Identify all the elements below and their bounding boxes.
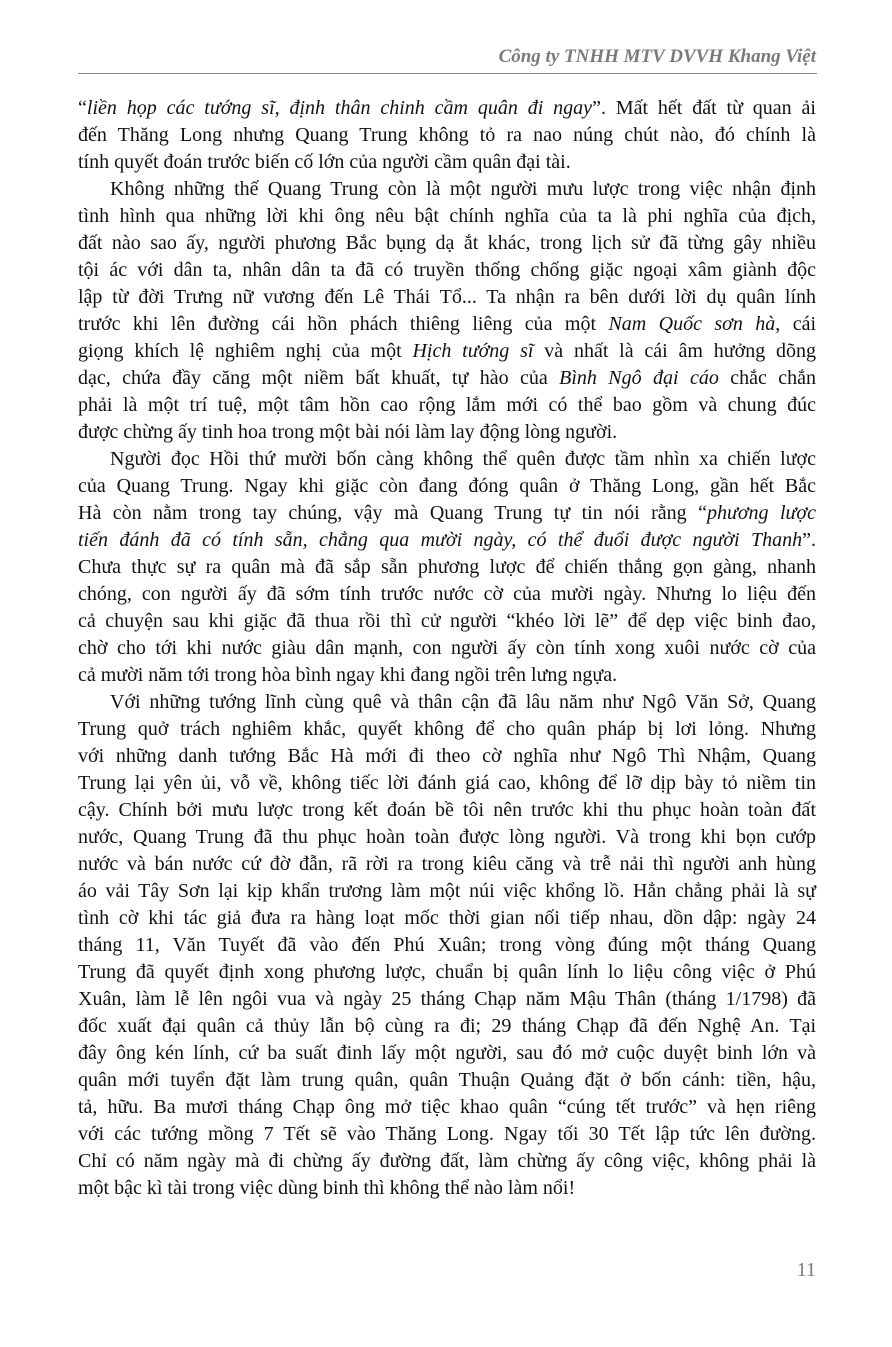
text-run: Không những thế Quang Trung còn là một người mưu lược trong việc nhận định xyxy=(110,178,816,200)
italic-text: tiến đánh đã có tính sẵn, chẳng qua mười ngày, có thể đuổi được người Thanh xyxy=(78,529,803,551)
text-run: Người đọc Hồi thứ mười bốn càng không thể quên được tầm nhìn xa chiến lược xyxy=(110,448,816,470)
text-run: áo vải Tây Sơn lại kịp khẩn trương làm một núi việc khổng lồ. Hẳn chẳng phải là sự xyxy=(78,880,816,902)
text-line xyxy=(78,473,816,500)
italic-text: liền họp các tướng sĩ, định thân chinh cầm quân đi ngay xyxy=(86,97,593,119)
text-run: “ xyxy=(78,97,87,119)
text-line xyxy=(78,419,816,446)
text-line xyxy=(78,500,816,527)
text-line xyxy=(78,662,816,689)
text-line xyxy=(78,203,816,230)
text-run: và nhất là cái âm hưởng dõng xyxy=(533,340,816,362)
text-line xyxy=(78,176,816,203)
text-run: , cái xyxy=(775,313,817,335)
text-run: Với những tướng lĩnh cùng quê và thân cận đã lâu năm như Ngô Văn Sở, Quang xyxy=(110,691,816,713)
text-run: Hà còn nằm trong tay chúng, vậy mà Quang Trung tự tin nói rằng “ xyxy=(78,502,707,524)
text-run: quân mới tuyển đặt làm trung quân, quân Thuận Quảng đặt ở bốn cánh: tiền, hậu, xyxy=(78,1069,816,1091)
text-run: đất nào sao ấy, người phương Bắc bụng dạ ắt khác, trong lịch sử đã từng gây nhiều xyxy=(78,232,816,254)
text-run: Trung quở trách nghiêm khắc, quyết không để cho quân pháp bị lơi lỏng. Nhưng xyxy=(78,718,816,740)
italic-text: Hịch tướng sĩ xyxy=(412,340,534,362)
text-run: tình hình qua những lời khi ông nêu bật chính nghĩa của ta là phi nghĩa của địch, xyxy=(78,205,816,227)
document-body xyxy=(78,95,816,1202)
text-run: của Quang Trung. Ngay khi giặc còn đang đóng quân ở Thăng Long, gần hết Bắc xyxy=(78,475,816,497)
text-line xyxy=(78,608,816,635)
text-run: tính quyết đoán trước biến cố lớn của người cầm quân đại tài. xyxy=(78,151,571,173)
text-line xyxy=(78,1148,816,1175)
text-line xyxy=(78,689,816,716)
text-line xyxy=(78,743,816,770)
text-run: ”. Mất hết đất từ quan ải xyxy=(592,97,816,119)
text-run: chờ cho tới khi nước giàu dân mạnh, con người ấy còn tính xong xuôi nước cờ của xyxy=(78,637,816,659)
text-run: giọng khích lệ nghiêm nghị của một xyxy=(78,340,413,362)
text-line xyxy=(78,770,816,797)
text-run: cậy. Chính bởi mưu lược trong kết đoán bề tôi nên trước khi thu phục hoàn toàn đất xyxy=(78,799,816,821)
text-run: Xuân, làm lễ lên ngôi vua và ngày 25 tháng Chạp năm Mậu Thân (tháng 1/1798) đã xyxy=(78,988,816,1010)
text-line xyxy=(78,932,816,959)
text-run: tả, hữu. Ba mươi tháng Chạp ông mở tiệc khao quân “cúng tết trước” và hẹn riêng xyxy=(78,1096,816,1118)
text-line xyxy=(78,824,816,851)
paragraph xyxy=(78,95,816,176)
text-run: lập từ đời Trưng nữ vương đến Lê Thái Tổ... Ta nhận ra bên dưới lời dụ quân lính xyxy=(78,286,816,308)
text-run: với những danh tướng Bắc Hà mới đi theo cờ nghĩa như Ngô Thì Nhậm, Quang xyxy=(78,745,816,767)
text-line xyxy=(78,122,816,149)
running-header: Công ty TNHH MTV DVVH Khang Việt xyxy=(498,46,816,67)
text-run: cả mười năm tới trong hòa bình ngay khi đang ngồi trên lưng ngựa. xyxy=(78,664,618,686)
text-run: được chừng ấy tinh hoa trong một bài nói làm lay động lòng người. xyxy=(78,421,618,443)
text-line xyxy=(78,716,816,743)
text-line xyxy=(78,959,816,986)
text-run: với các tướng mồng 7 Tết sẽ vào Thăng Long. Ngay tối 30 Tết lập tức lên đường. xyxy=(78,1123,816,1145)
text-line xyxy=(78,1175,816,1202)
text-line xyxy=(78,554,816,581)
text-line xyxy=(78,1013,816,1040)
text-line xyxy=(78,338,816,365)
page-number: 11 xyxy=(796,1259,816,1281)
text-line xyxy=(78,392,816,419)
text-run: tháng 11, Văn Tuyết đã vào đến Phú Xuân; trong vòng đúng một tháng Quang xyxy=(78,934,816,956)
text-line xyxy=(78,986,816,1013)
text-line xyxy=(78,365,816,392)
text-line xyxy=(78,851,816,878)
text-run: tình cờ khi tác giả đưa ra hàng loạt mốc thời gian nối tiếp nhau, dồn dập: ngày 24 xyxy=(78,907,816,929)
text-run: ”. xyxy=(802,529,816,551)
text-line xyxy=(78,311,816,338)
text-line xyxy=(78,1094,816,1121)
text-run: nước và bán nước cứ đờ đẫn, rã rời ra trong kiêu căng và trễ nải thì người anh hùng xyxy=(78,853,816,875)
text-run: nước, Quang Trung đã thu phục hoàn toàn được lòng người. Và trong khi bọn cướp xyxy=(78,826,816,848)
text-run: một bậc kì tài trong việc dùng binh thì không thể nào làm nổi! xyxy=(78,1177,576,1199)
text-line xyxy=(78,1067,816,1094)
paragraph xyxy=(78,689,816,1202)
text-run: cả chuyện sau khi giặc đã thua rồi thì cử người “khéo lời lẽ” để dẹp việc binh đao, xyxy=(78,610,816,632)
text-run: dạc, chứa đầy căng một niềm bất khuất, tự hào của xyxy=(78,367,560,389)
text-run: chắc chắn xyxy=(718,367,816,389)
paragraph xyxy=(78,176,816,446)
text-run: Trung lại yên ủi, vỗ về, không tiếc lời đánh giá cao, không để lỡ dịp bày tỏ niềm tin xyxy=(78,772,816,794)
italic-text: Bình Ngô đại cáo xyxy=(559,367,719,389)
text-line xyxy=(78,581,816,608)
text-line xyxy=(78,95,816,122)
text-line xyxy=(78,1040,816,1067)
text-run: Trung đã quyết định xong phương lược, chuẩn bị quân lính lo liệu công việc ở Phú xyxy=(78,961,816,983)
text-line xyxy=(78,284,816,311)
text-line xyxy=(78,797,816,824)
text-line xyxy=(78,905,816,932)
text-run: đến Thăng Long nhưng Quang Trung không tỏ ra nao núng chút nào, đó chính là xyxy=(78,124,816,146)
text-run: Chỉ có năm ngày mà đi chừng ấy đường đất, làm chừng ấy công việc, không phải là xyxy=(78,1150,816,1172)
text-run: trước khi lên đường cái hồn phách thiêng liêng của một xyxy=(78,313,609,335)
text-line xyxy=(78,635,816,662)
text-run: tội ác với dân ta, nhân dân ta đã có truyền thống chống giặc ngoại xâm giành độc xyxy=(78,259,816,281)
text-line xyxy=(78,230,816,257)
text-line xyxy=(78,878,816,905)
text-run: chóng, con người ấy đã sớm tính trước nước cờ của mười ngày. Nhưng lo liệu đến xyxy=(78,583,816,605)
text-line xyxy=(78,257,816,284)
text-run: phải là một trí tuệ, một tâm hồn cao rộng lắm mới có thể bao gồm và chung đúc xyxy=(78,394,816,416)
italic-text: phương lược xyxy=(706,502,816,524)
header-rule xyxy=(78,73,817,74)
text-line xyxy=(78,527,816,554)
text-line xyxy=(78,446,816,473)
text-run: Chưa thực sự ra quân mà đã sắp sẵn phương lược để chiến thắng gọn gàng, nhanh xyxy=(78,556,816,578)
italic-text: Nam Quốc sơn hà xyxy=(608,313,776,335)
text-line xyxy=(78,1121,816,1148)
text-line xyxy=(78,149,816,176)
text-run: đây ông kén lính, cứ ba suất đinh lấy một người, sau đó mở cuộc duyệt binh lớn và xyxy=(78,1042,816,1064)
paragraph xyxy=(78,446,816,689)
text-run: đốc xuất đại quân cả thủy lẫn bộ cùng ra đi; 29 tháng Chạp đã đến Nghệ An. Tại xyxy=(78,1015,816,1037)
